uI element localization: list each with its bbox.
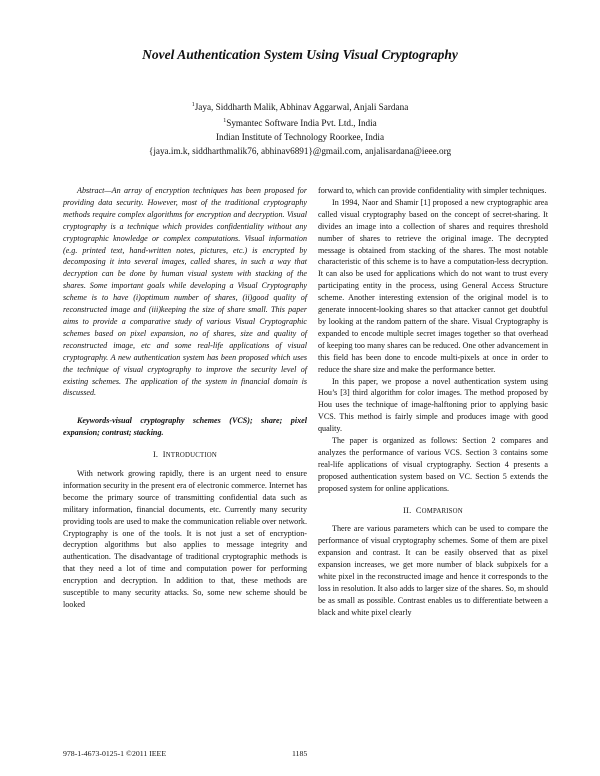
intro-paragraph-4: The paper is organized as follows: Section 2 compares and analyzes the performance of various VCS. Section 3 contains some real-life applications of visual cryptography. Section 4 presents a proposed authentication system based on VC. Section 5 extends the proposed system for online applications. <box>318 436 548 493</box>
author-block <box>0 98 600 158</box>
intro-paragraph-2: In 1994, Naor and Shamir [1] proposed a new cryptographic area called visual cryptography based on the concept of secret-sharing. It divides an image into a collection of shares and requires threshold number of shares to retrieve the original image. The decrypted message is obtained from stacking of the shares. The most notable characteristic of this scheme is to have a computation-less decryption. It can also be used for applications which do not want to trust every participating entity in the process, using General Access Structure scheme. Another interesting extension of the original model is to generate innocent-looking shares so that attacker cannot get doubtful by looking at the random pattern of the share. Visual Cryptography is expanded to encode multiple secret images together so that overhead of keeping too many shares can be reduced. One other advancement in this field has been done to encode multi-pixels at once in order to reduce the share size and make the performance better. <box>318 197 548 374</box>
paper-title: Novel Authentication System Using Visual Cryptography <box>142 47 458 62</box>
footer-isbn: 978-1-4673-0125-1 ©2011 IEEE <box>63 749 167 758</box>
comparison-paragraph-1: There are various parameters which can be used to compare the performance of visual cryptography schemes. Some of them are pixel expansion and contrast. It can be easily observed that as pixel expansion increases, we get more number of black subpixels for a white pixel in the reconstructed image and hence it corresponds to the loss in resolution. It also adds to larger size of the shares. So, m should be as small as possible. Contrast enables us to differentiate between a black and white pixel clearly <box>318 524 548 617</box>
left-column <box>63 185 307 611</box>
right-column <box>318 185 548 619</box>
page-number: 1185 <box>292 749 308 758</box>
abstract: Abstract—An array of encryption techniques has been proposed for providing data security. However, most of the traditional cryptography methods require complex algorithms for encryption and decryption. Visual cryptography is a technique which provides confidentiality without any cryptographic knowledge or complex computations. Visual information (e.g. printed text, hand-written notes, pictures, etc.) is encrypted by decomposing it into several images, called shares, in such a way that decryption can be done by human visual system with stacking of the shares. Some important goals while developing a Visual Cryptography scheme is to have (i)optimum number of shares, (ii)good quality of reconstructed image and (iii)keeping the size of share small. This paper aims to provide a comparative study of various Visual Cryptographic schemes based on pixel expansion, no of shares, size and quality of reconstructed image, etc and some real-life applications of visual cryptography. A new authentication system has been proposed which uses the technique of visual cryptography to improve the security level of existing schemes. The application of the system in financial domain is discussed. <box>63 186 307 398</box>
author-emails: {jaya.im.k, siddharthmalik76, abhinav6891}@gmail.com, anjalisardana@ieee.org <box>148 146 452 157</box>
section-heading-comparison: II. COMPARISON <box>403 505 463 515</box>
section-heading-introduction: I. INTRODUCTION <box>152 450 218 460</box>
affiliation-company: $^1$Symantec Software India Pvt. Ltd., India <box>223 118 377 129</box>
keywords: Keywords-visual cryptography schemes (VCS); share; pixel expansion; contrast; stacking. <box>63 416 307 438</box>
intro-paragraph-continued: forward to, which can provide confidentiality with simpler techniques. <box>318 186 547 195</box>
intro-paragraph-1: With network growing rapidly, there is an urgent need to ensure information security in the present era of electronic commerce. Internet has become the primary source of transmitting confidential data such as military information, financial documents, etc. Currently many security providing tools are used to make the communication reliable over network. Cryptography is one of the tools. It is not just a set of encryption-decryption algorithms but also applies to message integrity and authentication. The disadvantage of traditional cryptographic methods is that they need a lot of time and computation power for performing encryption and decryption. In addition to that, these methods are susceptible to many security attacks. So, some new scheme should be looked <box>63 469 307 609</box>
affiliation-institute: Indian Institute of Technology Roorkee, India <box>215 132 385 143</box>
intro-paragraph-3: In this paper, we propose a novel authentication system using Hou’s [3] third algorithm for color images. The method proposed by Hou uses the technique of image-halftoning prior to applying basic VCS. This method is fairly simple and produces image with good quality. <box>318 376 548 434</box>
author-names: $^1$Jaya, Siddharth Malik, Abhinav Aggarwal, Anjali Sardana <box>191 102 409 113</box>
